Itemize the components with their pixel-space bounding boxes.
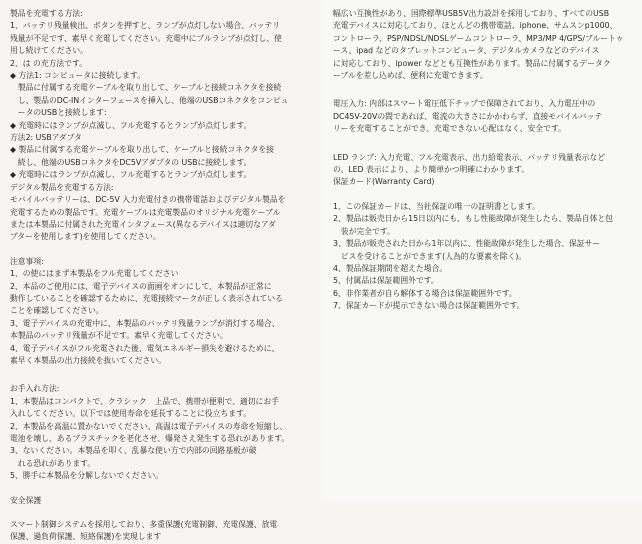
warranty-items: 1、この保証カードは、当社保証の唯一の証明書とします。 2、製品は販売日から15日以内にも、もし性能故障が発生したら、製品自体と包 装が完全です。 3、製品が販売された日から1年以内に、性能故障が発生した場合、保証サー ビスを受けることができます(人為的な要素を除く)。 4、製品保証期間を超えた場合。 5、付属品は保証範囲外です。 6、非作業者が自ら解体する場合は保証範囲外です。 7、保証カードが提示できない場合は保証範囲外です。 (333, 201, 613, 311)
safety-title: 安全保護 (10, 495, 42, 505)
left-column (0, 0, 321, 542)
charging-section: 製品を充電する方法: 1、バッテリ残量検出、ボタンを押すと、ランプが点灯しない場合、バッテリ 残量が不足です、素早く充電してください。充電中にプルランプが点灯し、使 用し続けてください。 2、は の充方法です。 ◆ 方法1: コンピュータに接続します。 製品に付属する充電ケーブルを取り出して、ケーブルと接続コネクタを接続 し、製品のDC-INインターフェースを挿入し、他端のUSBコネクタをコンピュ ータのUSBと接続します: ◆ 充電時にはランプが点滅し、フル充電するとランプが点灯します。 方法2: USBアダプタ ◆ 製品に付属する充電ケーブルを取り出して、ケーブルと接続コネクタを接 続し、他端のUSBコネクタをDC5Vアダプタの USBに接続します。 ◆ 充電時にはランプが点滅し、フル充電するとランプが点灯します。 デジタル製品を充電する方法: モバイルバッテリーは、DC-5V 入力充電付きの携帯電話およびデジタル製品を 充電するための製品です。充電ケーブルは充電製品のオリジナル充電ケーブル または本製品に付属された充電インタフェース(異なるデバイスは適切なアダ プターを使用します)を使用してください。 (10, 9, 289, 242)
voltage-section: 電圧入力: 内部はスマート電圧低下チップで保障されており、入力電圧中の DC45V-20Vの間であれば、電流の大きさにかかわらず、直接モバイルバッテ リーを充電することができ、充電できない心配はなく、安全です。 (333, 99, 603, 134)
compatibility-section: 幅広い互換性があり、国際標準USB5V出力設計を採用しており、すべてのUSB 充電デバイスに対応しており、ほとんどの携帯電話、iphone、サムスンp1000、 コントローラ、PSP/NDSL/NDSLゲームコントローラ、MP3/MP 4/GPS/ブルートゥ ース、ipad などのタブレットコンピュータ、デジタルカメラなどのデバイス に対応しており、ipower などとも互換性があります。製品に付属するデータク ーブルを差し込めば、便利に充電できます。 (333, 9, 624, 81)
right-column (321, 0, 642, 503)
safety-body: スマート制御システムを採用しており、多重保護(充電制御、充電保護、放電 保護、過負荷保護、短絡保護)を実現します (10, 520, 278, 542)
warranty-title: 保証カード(Warranty Card) (333, 177, 435, 187)
led-section: LED ランプ: 入力充電、フル充電表示、出力給電表示、バッテリ残量表示など の、LED 表示により、より簡単かつ明確にわかります。 (333, 152, 606, 175)
caution-section: 注意事項: 1、の使にはまず本製品をフル充電してください 2、本品のご使用には、電子デバイスの面画をオンにして、本製品が正常に 動作していることを確認するために、充電接続マークが正しく表示されている ことを確認してください。 3、電子デバイスの充電中に、本製品のバッテリ残量ランプが消灯する場合、 本製品のバッテリ残量が不足です。素早く充電してください。 4、電子デバイスがフル充電された後、電気エネルギー損失を避けるために、 素早く本製品の出力接続を抜いてください。 (10, 256, 283, 365)
care-section: お手入れ方法: 1、本製品はコンパクトで、クラシック 上品で、携帯が便利で、適切にお手 入れしてください。以下では使用寿命を延長することに役立ちます。 2、本製品を高温に置かないでください。高温は電子デバイスの寿命を短縮し、 電池を壊し、あるプラスチックを老化させ、爆発さえ発生する恐れがあります。 3、ないください。本製品を叩く、乱暴な使い方で内部の回路基板が破 れる恐れがあります。 5、勝手に本製品を分解しないでください。 (10, 384, 290, 481)
